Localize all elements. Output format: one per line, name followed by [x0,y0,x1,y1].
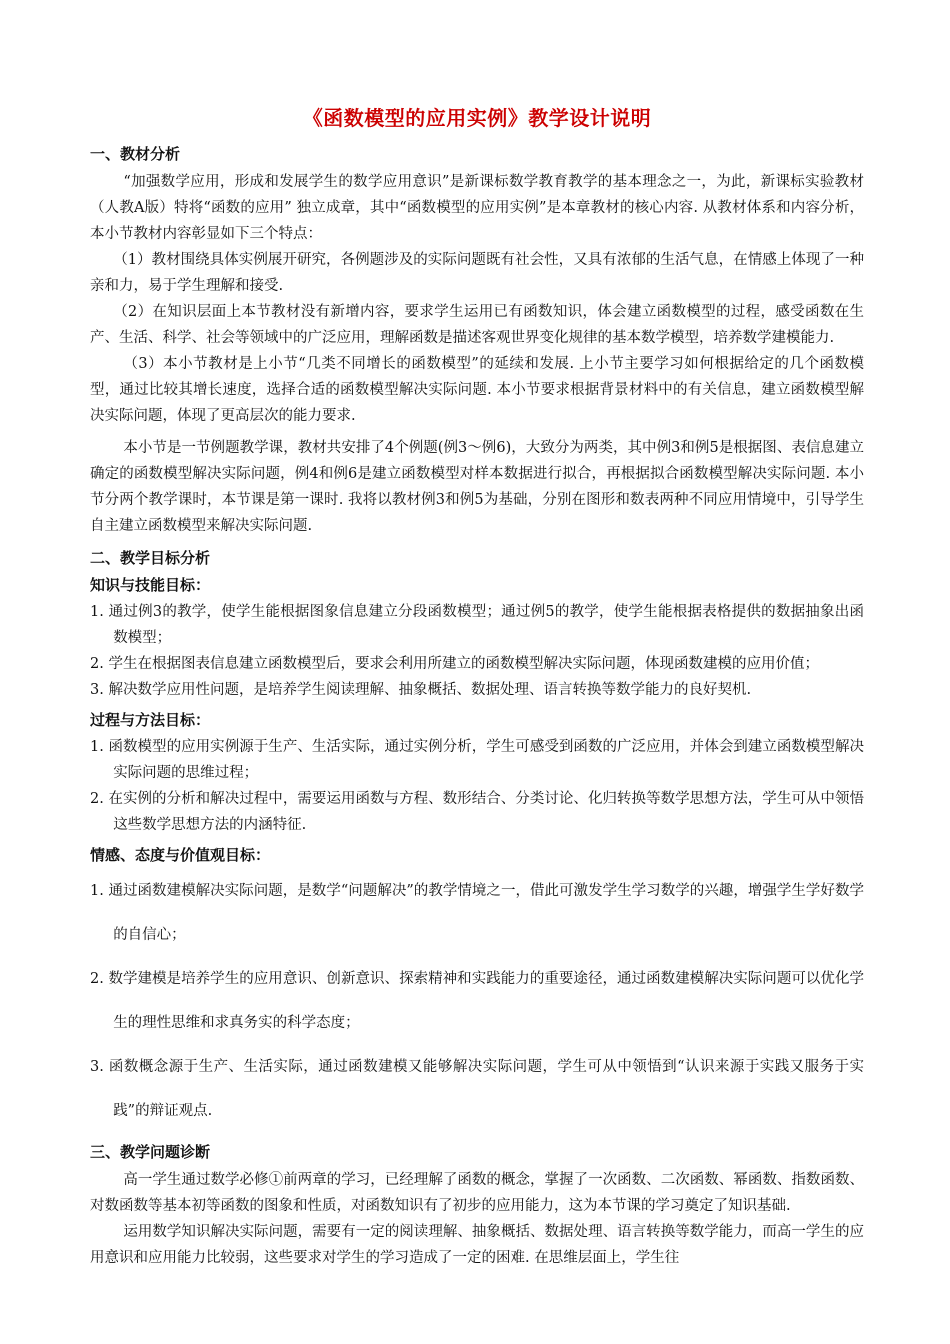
list-item: 1. 通过函数建模解决实际问题，是数学“问题解决”的教学情境之一，借此可激发学生学习数学的兴趣，增强学生学好数学的自信心； [90,883,864,943]
document-title: 《函数模型的应用实例》教学设计说明 [302,106,652,130]
paragraph: “加强数学应用，形成和发展学生的数学应用意识”是新课标数学教育教学的基本理念之一，为此，新课标实验教材（人教A版）特将“函数的应用” 独立成章，其中“函数模型的应用实例”是本章教材的核心内容. 从教材体系和内容分析，本小节教材内容彰显如下三个特点： [90,174,864,242]
list-item: 3. 解决数学应用性问题，是培养学生阅读理解、抽象概括、数据处理、语言转换等数学能力的良好契机. [90,682,752,698]
paragraph: （1）教材围绕具体实例展开研究，各例题涉及的实际问题既有社会性，又具有浓郁的生活气息，在情感上体现了一种亲和力，易于学生理解和接受. [90,252,864,294]
subheading-process-methods: 过程与方法目标： [90,711,211,729]
paragraph: 高一学生通过数学必修①前两章的学习，已经理解了函数的概念，掌握了一次函数、二次函数、幂函数、指数函数、对数函数等基本初等函数的图象和性质，对函数知识有了初步的应用能力，这为本节课的学习奠定了知识基础. [90,1172,864,1214]
paragraph: （2）在知识层面上本节教材没有新增内容，要求学生运用已有函数知识，体会建立函数模型的过程，感受函数在生产、生活、科学、社会等领域中的广泛应用，理解函数是描述客观世界变化规律的基本数学模型，培养数学建模能力. [90,304,864,346]
paragraph: （3）本小节教材是上小节“几类不同增长的函数模型”的延续和发展. 上小节主要学习如何根据给定的几个函数模型，通过比较其增长速度，选择合适的函数模型解决实际问题. 本小节要求根据背景材料中的有关信息，建立函数模型解决实际问题，体现了更高层次的能力要求. [90,356,864,424]
section-heading-materials: 一、教材分析 [90,145,181,163]
section-heading-diagnosis: 三、教学问题诊断 [90,1143,211,1161]
list-item: 1. 函数模型的应用实例源于生产、生活实际，通过实例分析，学生可感受到函数的广泛应用，并体会到建立函数模型解决实际问题的思维过程； [90,739,864,781]
list-item: 2. 学生在根据图表信息建立函数模型后，要求会利用所建立的函数模型解决实际问题，体现函数建模的应用价值； [90,656,819,672]
list-item: 2. 在实例的分析和解决过程中，需要运用函数与方程、数形结合、分类讨论、化归转换等数学思想方法，学生可从中领悟这些数学思想方法的内涵特征. [90,791,864,833]
subheading-knowledge-skills: 知识与技能目标： [90,576,211,594]
list-item: 1. 通过例3的教学，使学生能根据图象信息建立分段函数模型；通过例5的教学，使学生能根据表格提供的数据抽象出函数模型； [90,604,864,646]
list-item: 3. 函数概念源于生产、生活实际，通过函数建模又能够解决实际问题，学生可从中领悟到“认识来源于实践又服务于实践”的辩证观点. [90,1059,864,1119]
paragraph: 本小节是一节例题教学课，教材共安排了4个例题(例3～例6)，大致分为两类，其中例3和例5是根据图、表信息建立确定的函数模型解决实际问题，例4和例6是建立函数模型对样本数据进行拟合，再根据拟合函数模型解决实际问题. 本小节分两个教学课时，本节课是第一课时. 我将以教材例3和例5为基础，分别在图形和数表两种不同应用情境中，引导学生自主建立函数模型来解决实际问题. [90,440,864,534]
list-item: 2. 数学建模是培养学生的应用意识、创新意识、探索精神和实践能力的重要途径，通过函数建模解决实际问题可以优化学生的理性思维和求真务实的科学态度； [90,971,864,1031]
section-heading-objectives: 二、教学目标分析 [90,549,211,567]
subheading-emotion-values: 情感、态度与价值观目标： [90,846,271,864]
document-page [90,92,864,1271]
paragraph: 运用数学知识解决实际问题，需要有一定的阅读理解、抽象概括、数据处理、语言转换等数学能力，而高一学生的应用意识和应用能力比较弱，这些要求对学生的学习造成了一定的困难. 在思维层面上，学生往 [90,1224,864,1266]
